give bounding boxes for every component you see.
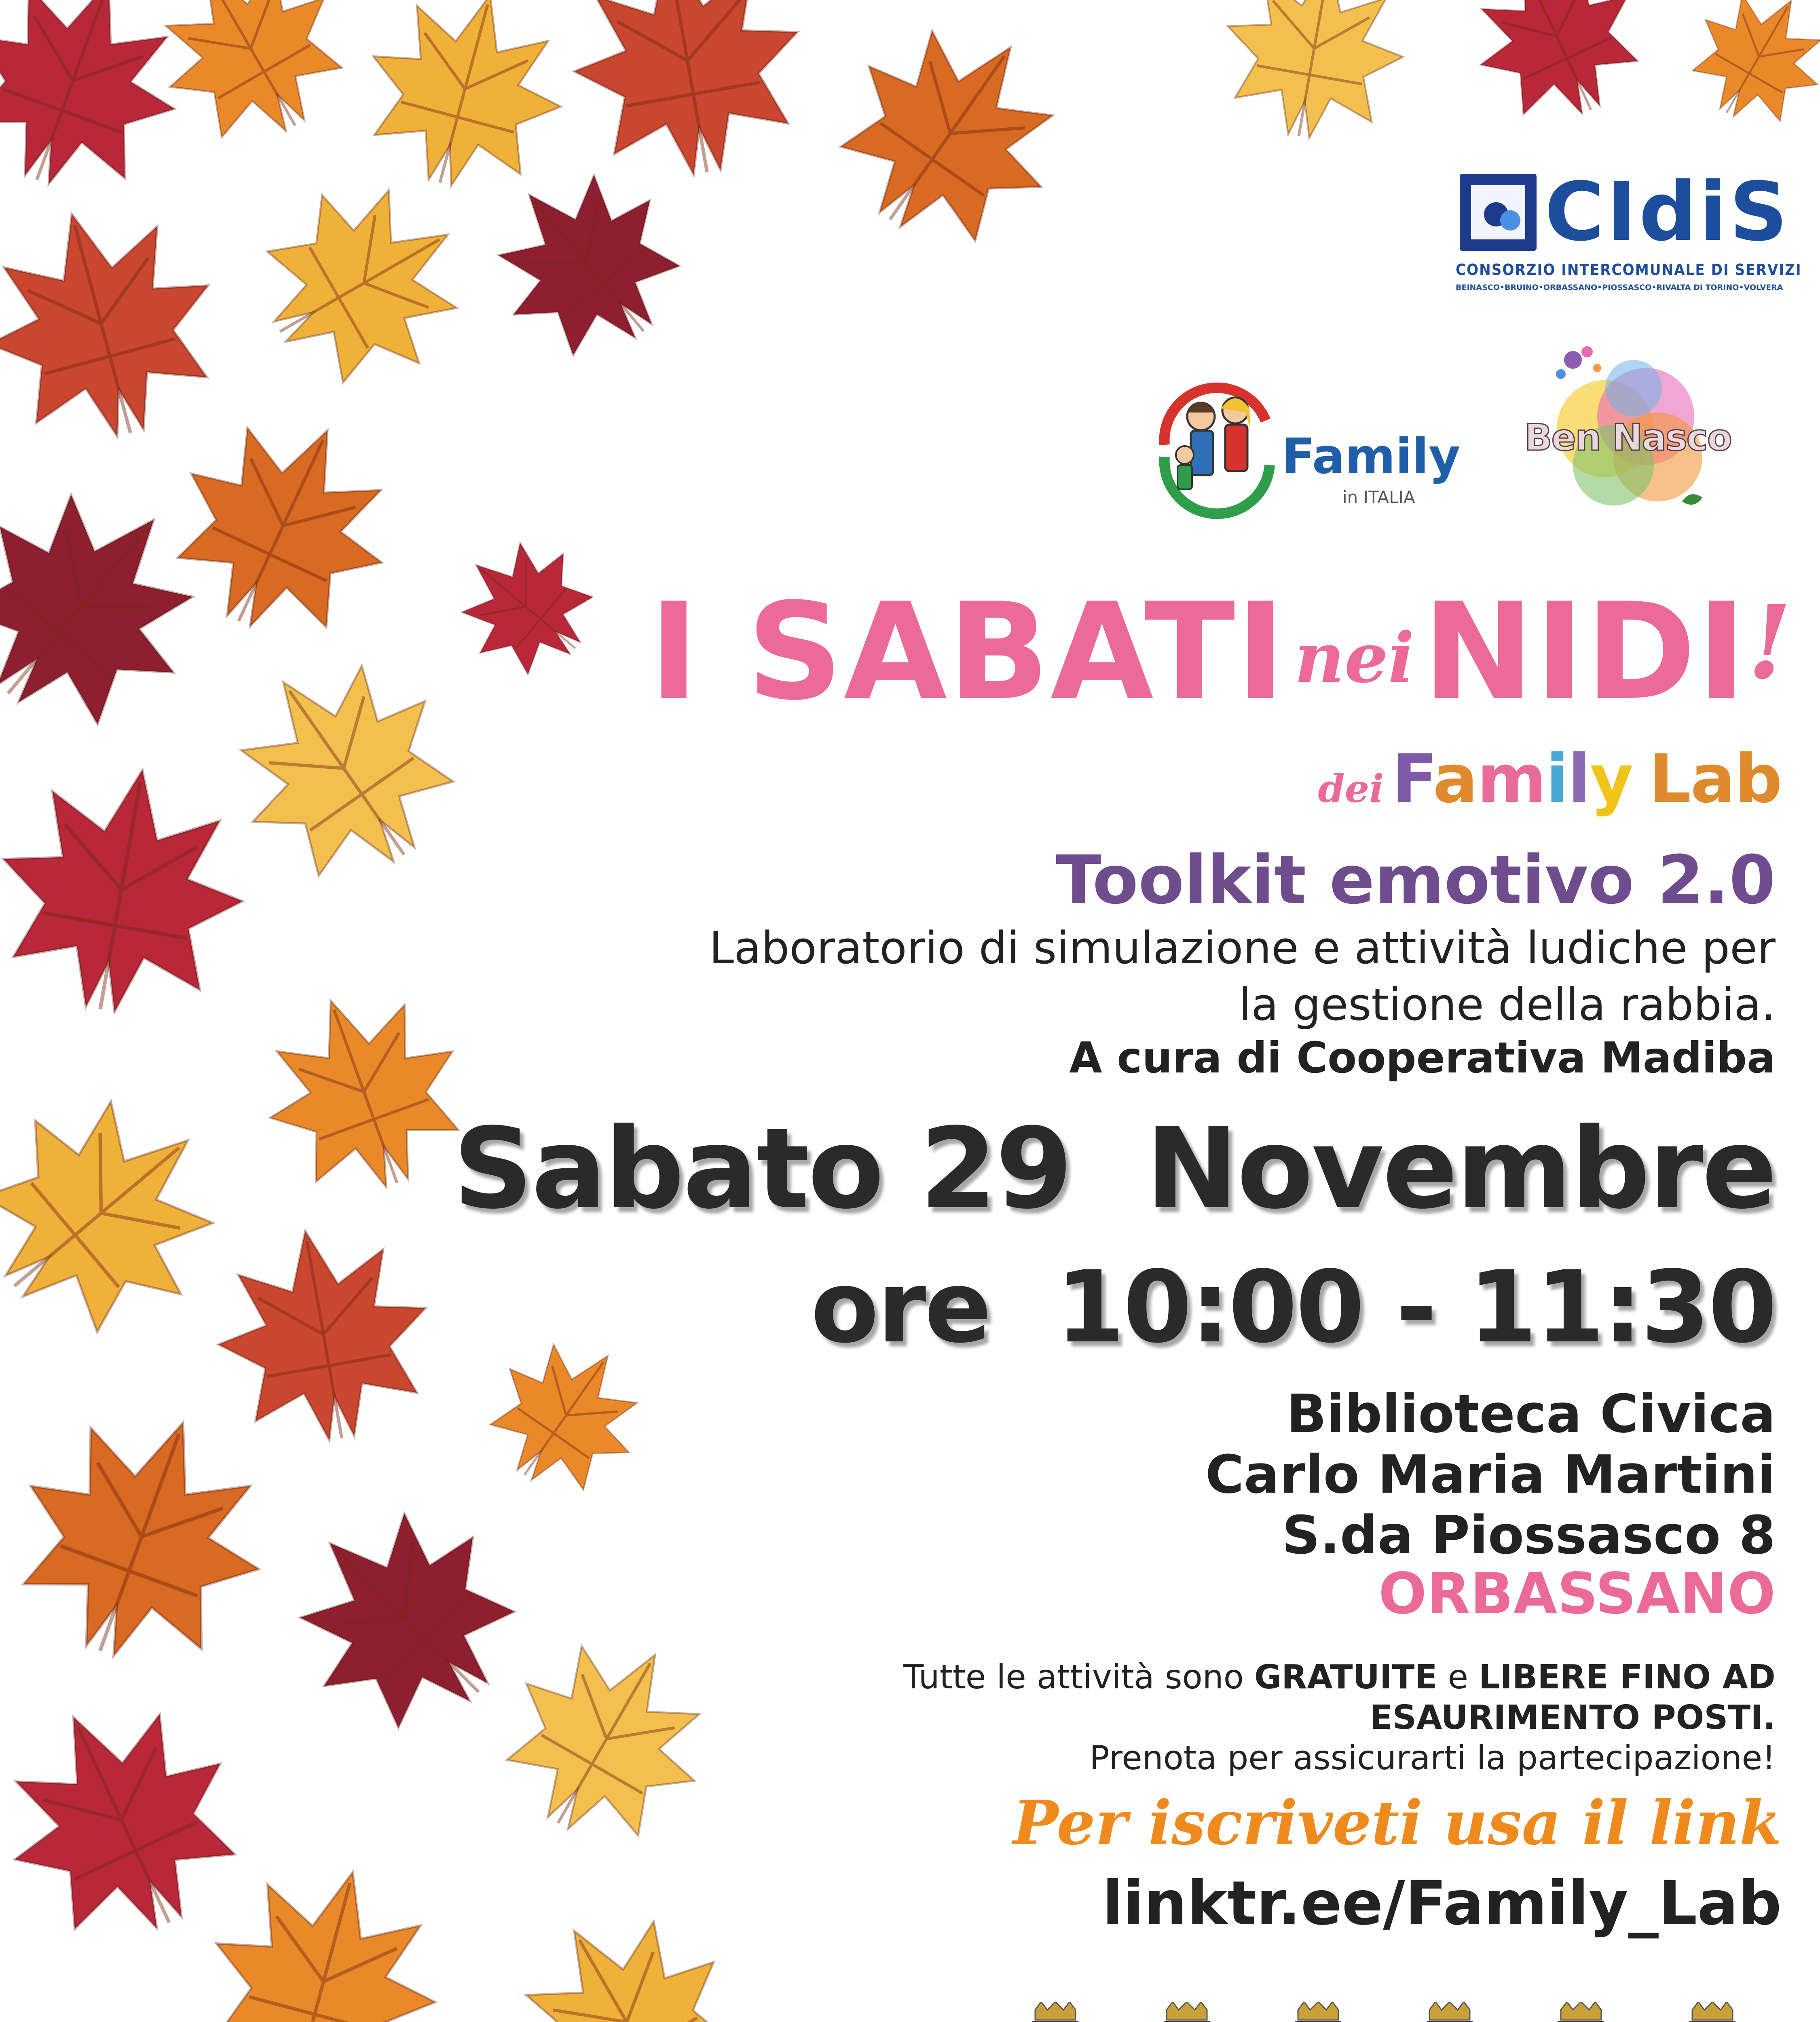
leaf-shape (143, 386, 423, 665)
leaf-shape (129, 0, 372, 170)
note-line3: Prenota per assicurarti la partecipazione! (1089, 1739, 1776, 1777)
leaf-shape (0, 1054, 260, 1373)
cidis-logo-members: BEINASCO•BRUINO•ORBASSANO•PIOSSASCO•RIVALTA DI TORINO•VOLVERA (1456, 283, 1783, 292)
crest-shield-icon (1545, 2002, 1617, 2022)
subtitle-letter: a (1433, 740, 1477, 818)
leaf-shape (1449, 0, 1664, 144)
venue-address: S.da Piossasco 8 (1282, 1504, 1776, 1566)
municipality-crest (1126, 2002, 1247, 2022)
ben-nasco-logo (1512, 336, 1763, 538)
title-exclamation: ! (1747, 583, 1792, 702)
leaf-shape (0, 1381, 297, 1692)
signup-link[interactable]: linktr.ee/Family_Lab (1102, 1868, 1782, 1939)
subtitle-letter: F (1392, 740, 1433, 818)
title-part2: NIDI (1422, 574, 1748, 730)
cidis-logo (1456, 165, 1802, 303)
event-name: Toolkit emotivo 2.0 (1056, 841, 1776, 919)
venue-city: ORBASSANO (1378, 1561, 1776, 1627)
ben-nasco-logo-name: Ben Nasco (1524, 417, 1731, 459)
note-bold: GRATUITE (1254, 1658, 1437, 1696)
family-people-icon (1148, 364, 1282, 526)
crest-shield-icon (1413, 2002, 1486, 2022)
title-connector: nei (1294, 618, 1414, 698)
leaf-shape (256, 1469, 553, 1766)
municipality-crest (1652, 2002, 1773, 2022)
leaf-shape (0, 1669, 272, 1970)
municipality-crest (1389, 2002, 1510, 2022)
leaf-shape (465, 1314, 667, 1516)
leaf-shape (804, 0, 1097, 280)
crest-shield-icon (1150, 2002, 1223, 2022)
note-text: e (1437, 1658, 1479, 1696)
leaf-shape (474, 1606, 739, 1872)
venue-name: Biblioteca Civica (1286, 1383, 1776, 1445)
subtitle-letter: l (1568, 740, 1590, 818)
crest-shield-icon (1676, 2002, 1749, 2022)
family-in-italia-logo (1148, 364, 1461, 526)
leaf-shape (202, 1213, 445, 1456)
cidis-mark-icon (1460, 174, 1537, 251)
leaf-shape (1211, 0, 1417, 152)
leaf-shape (239, 967, 488, 1216)
event-time: ore 10:00 - 11:30 (811, 1250, 1776, 1365)
leaf-shape (556, 0, 819, 192)
note-line1 (903, 1658, 1776, 1696)
event-curator: A cura di Cooperativa Madiba (1069, 1033, 1776, 1083)
family-logo-sub: in ITALIA (1342, 487, 1415, 507)
event-date: Sabato 29 Novembre (453, 1104, 1776, 1233)
municipality-crest (1520, 2002, 1642, 2022)
leaf-shape (231, 150, 497, 416)
cidis-logo-name: CIdiS (1545, 165, 1790, 259)
leaf-shape (1670, 0, 1820, 145)
cidis-logo-subtitle: CONSORZIO INTERCOMUNALE DI SERVIZI (1456, 261, 1802, 279)
subtitle-letter: m (1477, 740, 1546, 818)
municipality-crest (995, 2002, 1116, 2022)
subtitle-letter: y (1590, 740, 1633, 818)
venue-name-line2: Carlo Maria Martini (1205, 1444, 1776, 1505)
subtitle-letter: i (1545, 740, 1568, 818)
leaf-shape (0, 749, 262, 1030)
main-title (649, 574, 1792, 730)
note-bold: LIBERE FINO AD (1479, 1658, 1776, 1696)
leaf-shape (483, 1878, 770, 2022)
event-description-line2: la gestione della rabbia. (1239, 979, 1776, 1030)
note-line2 (1370, 1698, 1776, 1737)
leaf-shape (346, 0, 584, 208)
note-bold: ESAURIMENTO POSTI. (1370, 1698, 1776, 1737)
event-description-line1: Laboratorio di simulazione e attività ludiche per (709, 922, 1776, 974)
leaf-shape (435, 516, 617, 698)
crest-shield-icon (1282, 2002, 1355, 2022)
note-text: Tutte le attività sono (903, 1658, 1254, 1696)
leaf-shape (0, 185, 240, 462)
signup-call-to-action: Per iscriveti usa il link (1013, 1787, 1782, 1859)
family-logo-name: Family (1282, 429, 1461, 485)
subtitle-family-lab (1318, 740, 1782, 818)
subtitle-dei: dei (1318, 766, 1384, 811)
title-part1: I SABATI (649, 574, 1287, 730)
crest-shield-icon (1019, 2002, 1092, 2022)
municipality-crests (995, 2002, 1779, 2022)
leaf-shape (185, 1843, 462, 2022)
leaf-shape (461, 137, 712, 388)
leaf-shape (197, 622, 490, 915)
subtitle-lab: Lab (1649, 740, 1782, 818)
municipality-crest (1258, 2002, 1379, 2022)
